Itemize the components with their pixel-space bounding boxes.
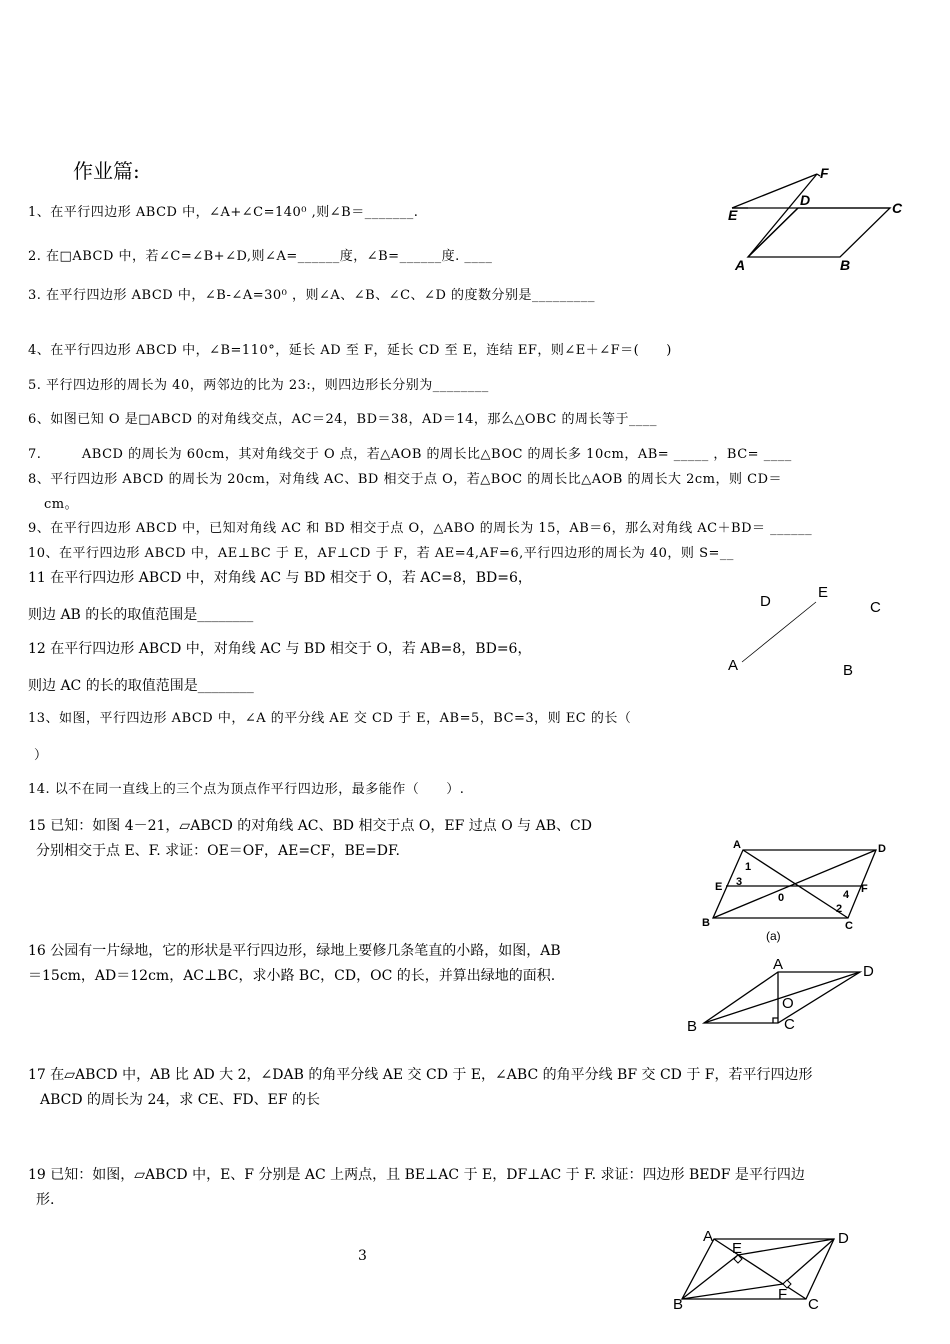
- fig3-label-o: 0: [778, 892, 785, 904]
- question-13-continued: ）: [34, 748, 48, 763]
- figure-angle-bisector: [720, 580, 900, 690]
- question-3: 3. 在平行四边形 ABCD 中，∠B-∠A=30⁰ ，则∠A、∠B、∠C、∠D 的度数分别是_________: [28, 288, 596, 303]
- fig5-label-d: D: [838, 1230, 849, 1247]
- figure-4-21: [698, 836, 898, 948]
- fig3-label-f: F: [861, 883, 868, 895]
- fig1-label-a: A: [735, 257, 746, 273]
- fig1-label-f: F: [820, 165, 829, 181]
- fig3-angle-3: 3: [736, 876, 743, 888]
- page-number: 3: [358, 1248, 367, 1264]
- fig2-label-c: C: [870, 599, 881, 616]
- fig2-label-b: B: [843, 662, 854, 679]
- question-15: 15 已知：如图 4－21，▱ABCD 的对角线 AC、BD 相交于点 O，EF 过点 O 与 AB、CD: [28, 818, 592, 834]
- section-title: 作业篇:: [73, 159, 140, 183]
- fig3-label-d: D: [878, 843, 886, 855]
- fig4-label-d: D: [863, 963, 874, 980]
- question-6: 6、如图已知 O 是□ABCD 的对角线交点，AC＝24，BD＝38，AD＝14，那么△OBC 的周长等于____: [28, 412, 657, 427]
- fig2-label-a: A: [728, 657, 739, 674]
- question-16-continued: ＝15cm，AD＝12cm，AC⊥BC，求小路 BC，CD，OC 的长，并算出绿地的面积.: [28, 968, 556, 984]
- question-17: 17 在▱ABCD 中，AB 比 AD 大 2，∠DAB 的角平分线 AE 交 CD 于 E，∠ABC 的角平分线 BF 交 CD 于 F，若平行四边形: [28, 1067, 813, 1083]
- question-12-continued: 则边 AC 的长的取值范围是________: [28, 678, 254, 694]
- question-8-continued: cm。: [44, 497, 79, 512]
- fig1-label-d: D: [800, 192, 811, 208]
- question-7: 7. ABCD 的周长为 60cm，其对角线交于 O 点，若△AOB 的周长比△BOC 的周长多 10cm，AB= _____ ，BC= ____: [28, 447, 792, 462]
- question-19-continued: 形.: [36, 1192, 55, 1208]
- question-12: 12 在平行四边形 ABCD 中，对角线 AC 与 BD 相交于 O，若 AB=8，BD=6，: [28, 641, 532, 657]
- question-4: 4、在平行四边形 ABCD 中，∠B=110°，延长 AD 至 F，延长 CD 至 E，连结 EF，则∠E＋∠F＝( ): [28, 343, 672, 358]
- fig3-label-e: E: [715, 881, 723, 893]
- fig1-label-e: E: [728, 207, 738, 223]
- figure-park: [682, 955, 882, 1035]
- question-15-continued: 分别相交于点 E、F. 求证：OE＝OF，AE=CF，BE=DF.: [36, 843, 400, 859]
- fig2-label-e: E: [818, 584, 829, 601]
- fig3-angle-4: 4: [843, 889, 850, 901]
- fig5-label-f: F: [778, 1286, 788, 1303]
- question-11: 11 在平行四边形 ABCD 中，对角线 AC 与 BD 相交于 O，若 AC=8，BD=6，: [28, 570, 532, 586]
- fig4-label-b: B: [687, 1018, 698, 1035]
- fig4-label-a: A: [773, 956, 784, 973]
- fig5-label-b: B: [673, 1296, 684, 1313]
- question-14: 14. 以不在同一直线上的三个点为顶点作平行四边形，最多能作（ ）.: [28, 782, 465, 797]
- question-2: 2. 在□ABCD 中，若∠C=∠B+∠D,则∠A=______度，∠B=______度. ____: [28, 249, 493, 264]
- fig4-label-c: C: [784, 1016, 795, 1033]
- question-5: 5. 平行四边形的周长为 40，两邻边的比为 23:，则四边形长分别为________: [28, 378, 489, 393]
- figure-bedf: [668, 1225, 868, 1320]
- fig2-label-d: D: [760, 593, 771, 610]
- question-16: 16 公园有一片绿地，它的形状是平行四边形，绿地上要修几条笔直的小路，如图，AB: [28, 943, 561, 959]
- question-19: 19 已知：如图，▱ABCD 中，E、F 分别是 AC 上两点，且 BE⊥AC 于 E，DF⊥AC 于 F. 求证：四边形 BEDF 是平行四边: [28, 1167, 805, 1183]
- figure-parallelogram-ef: [720, 160, 920, 280]
- question-11-continued: 则边 AB 的长的取值范围是________: [28, 607, 254, 623]
- fig3-angle-1: 1: [745, 861, 752, 873]
- fig5-label-c: C: [808, 1296, 819, 1313]
- fig5-label-a: A: [703, 1228, 714, 1245]
- fig1-label-c: C: [892, 200, 903, 216]
- question-17-continued: ABCD 的周长为 24，求 CE、FD、EF 的长: [40, 1092, 321, 1108]
- question-8: 8、平行四边形 ABCD 的周长为 20cm，对角线 AC、BD 相交于点 O，若△BOC 的周长比△AOB 的周长大 2cm，则 CD＝: [28, 472, 783, 487]
- fig3-label-b: B: [702, 917, 710, 929]
- question-10: 10、在平行四边形 ABCD 中，AE⊥BC 于 E，AF⊥CD 于 F，若 AE=4,AF=6,平行四边形的周长为 40，则 S=__: [28, 546, 734, 561]
- fig3-caption: (a): [766, 929, 781, 943]
- fig3-label-c: C: [845, 920, 853, 932]
- fig5-label-e: E: [732, 1240, 743, 1257]
- fig4-label-o: O: [782, 995, 794, 1012]
- question-13: 13、如图，平行四边形 ABCD 中，∠A 的平分线 AE 交 CD 于 E，AB=5，BC=3，则 EC 的长（: [28, 711, 632, 726]
- fig3-label-a: A: [733, 839, 741, 851]
- question-9: 9、在平行四边形 ABCD 中，已知对角线 AC 和 BD 相交于点 O，△ABO 的周长为 15，AB＝6，那么对角线 AC＋BD＝ ______: [28, 521, 813, 536]
- fig3-angle-2: 2: [836, 903, 843, 915]
- question-1: 1、在平行四边形 ABCD 中，∠A+∠C=140⁰ ,则∠B＝_______.: [28, 205, 419, 220]
- fig1-label-b: B: [840, 257, 851, 273]
